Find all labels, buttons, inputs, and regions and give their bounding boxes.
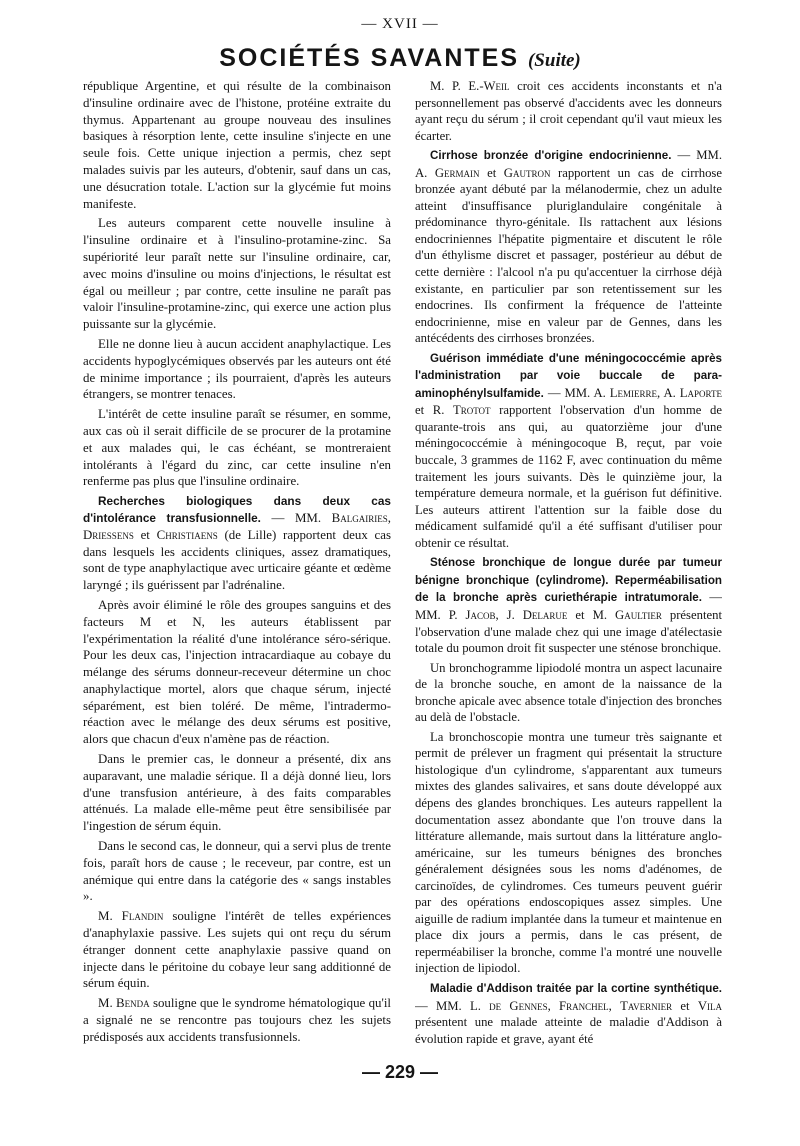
section-title: Guérison immédiate d'une méningococcémie après l'administration par voie buccale de para-aminophénylsulfamide. (415, 351, 722, 400)
text-fragment: , (387, 510, 391, 525)
author-name: Benda (116, 996, 150, 1011)
section-title: Recherches biologiques dans deux cas d'intolérance transfusionnelle. (83, 494, 391, 525)
text-fragment: , (608, 998, 621, 1013)
text-fragment: et (672, 998, 698, 1013)
section-meningococcemie (415, 350, 722, 552)
section-text: présentent l'observation d'une malade chez qui une image d'atélectasie totale du poumon droit fit suspecter une sténose bronchique. (415, 607, 722, 656)
author-name: Vila (697, 998, 722, 1013)
header-suite: (Suite) (527, 50, 581, 71)
right-column (415, 78, 722, 1054)
author-name: Jacob (465, 607, 496, 622)
section-text: (de Lille) rapportent deux cas dans lesquels les accidents cliniques, assez dramatiques, sont de type anaphylactique avec urticaire géante et œdème laryngé ; ils guérissent par l'adrénaline. (83, 527, 391, 593)
author-name: Gaultier (615, 607, 662, 622)
author-name: Christiaens (156, 527, 218, 542)
author-name: Germain (434, 165, 480, 180)
section-text: présentent une malade atteinte de maladie d'Addison à évolution rapide et grave, ayant été (415, 1015, 722, 1046)
section-title: Sténose bronchique de longue durée par tumeur bénigne bronchique (cylindrome). Reperméabilisation de la bronche après curiethérapie intratumorale. (415, 556, 722, 605)
text-fragment: , A. (657, 385, 680, 400)
paragraph (83, 995, 391, 1045)
author-name: Tavernier (620, 998, 673, 1013)
text-fragment: M. (98, 996, 117, 1011)
author-name: Delarue (522, 607, 568, 622)
text-fragment: et (479, 165, 504, 180)
paragraph: Après avoir éliminé le rôle des groupes sanguins et des facteurs M et N, les auteurs établissent par l'expérimentation la réalité d'une intolérance séro-sérique. Pour les deux cas, l'injection intracardiaque au cobaye du mélange des sérums donneur-receveur détermine un choc anaphylactique mortel, alors que chaque sérum, injecté séparément, est bien toléré. De même, l'intradermo-réaction avec le mélange des deux sérums est positive, alors que chacun d'eux n'amène pas de réaction. (83, 597, 391, 747)
text-fragment: — MM. (260, 510, 332, 525)
author-name: Flandin (121, 909, 164, 924)
text-fragment: et R. (415, 403, 453, 418)
author-name: Lemierre (609, 385, 658, 400)
paragraph: Un bronchogramme lipiodolé montra un aspect lacunaire de la bronche souche, en amont de la naissance de la bronche apicale avec absence totale d'injection des bronches au delà de l'obstacle. (415, 660, 722, 725)
author-name: de Gennes (489, 998, 548, 1013)
paragraph: Les auteurs comparent cette nouvelle insuline à l'insuline ordinaire et à l'insulino-protamine-zinc. Sa supériorité leur paraît nette sur l'insuline ordinaire, car, avec moins d'insuline ou moins d'injections, le résultat est égal ou meilleur ; par contre, cette insuline ne paraît pas valoir l'insuline-protamine-zinc, qui exerce une action plus puissante sur la glycémie. (83, 216, 391, 332)
text-fragment: , J. (495, 607, 523, 622)
section-title: Cirrhose bronzée d'origine endocrinienne. (430, 149, 672, 163)
author-name: Gautron (503, 165, 551, 180)
text-fragment: — MM. A. (543, 385, 610, 400)
author-name: Driessens (83, 527, 134, 542)
text-fragment: et (133, 527, 157, 542)
author-name: Balgairies (331, 510, 388, 525)
text-fragment: — MM. A. (415, 148, 722, 180)
section-text: rapportent l'observation d'un homme de quarante-trois ans qui, au quatorzième jour d'une méningococcémie à méningocoque B, reçut, par voie buccale, 3 grammes de 1162 F, avec continuation du même traitement les jours suivants. Dès le quinzième jour, la température demeura normale, et la guérison fut définitive. Les auteurs attirent l'attention sur la faible dose du médicament sulfamidé qu'il a été suffisant d'utiliser pour obtenir ce résultat. (415, 403, 722, 550)
bottom-page-number: — 229 — (361, 1062, 439, 1082)
paragraph: Elle ne donne lieu à aucun accident anaphylactique. Les accidents hypoglycémiques observés par les auteurs ont été de minime importance ; ils pourraient, d'après les auteurs étrangers, se montrer tenaces. (83, 336, 391, 402)
page-header (0, 44, 800, 73)
paragraph-text: souligne que le syndrome hématologique qu'il a signalé ne se rencontre pas toujours chez les sujets prédisposés aux accidents transfusionnels. (83, 996, 391, 1044)
paragraph (83, 908, 391, 992)
paragraph: république Argentine, et qui résulte de la combinaison d'insuline ordinaire avec de l'histone, protéine extraite du thymus. Appartenant au groupe nouveau des insulines basiques à résorption lente, cette insuline s'injecte en une seule fois. Cette unique injection a permis, chez sept malades suivis par les auteurs, d'obtenir, sauf dans un cas, une désucration totale. L'action sur la glycémie fut moins manifeste. (83, 79, 391, 211)
paragraph: L'intérêt de cette insuline paraît se résumer, en somme, aux cas où il serait difficile de se procurer de la protamine et aux malades qui, le cas échéant, se montreraient intolérants à l'égard du zinc, car cette insuline n'en renferme pas plus que l'insuline ordinaire. (83, 407, 391, 489)
author-name: E.-Weil (468, 79, 510, 93)
author-name: Franchel (559, 998, 609, 1013)
paragraph: Dans le second cas, le donneur, qui a servi plus de trente fois, paraît hors de cause ; le receveur, par contre, est un anémique qui entre dans la catégorie des « sangs instables ». (83, 839, 391, 904)
section-stenose-bronchique (415, 554, 722, 656)
section-title: Maladie d'Addison traitée par la cortine synthétique. (430, 981, 722, 995)
paragraph: Dans le premier cas, le donneur a présenté, dix ans auparavant, une maladie sérique. Il a déjà donné lieu, lors d'une transfusion antérieure, à des faits comparables atténués. La malade elle-même peut être sensibilisée par l'ingestion de sérum équin. (83, 752, 391, 834)
header-title: SOCIÉTÉS SAVANTES (219, 44, 520, 72)
text-fragment: M. (98, 909, 122, 924)
paragraph-text: souligne l'intérêt de telles expériences d'anaphylaxie passive. Les sujets qui ont reçu du sérum étranger donnent cette anaphylaxie passive quand on injecte dans le péritoine du cobaye leur sang additionné de sérum équin. (83, 909, 391, 991)
top-page-number: — XVII — (361, 16, 439, 32)
author-name: Trotot (452, 403, 491, 418)
text-fragment: M. P. (430, 79, 469, 93)
section-cirrhose-bronzee (415, 147, 722, 347)
text-fragment: , (547, 998, 560, 1013)
paragraph (415, 78, 722, 144)
paragraph-text: croit ces accidents inconstants et n'a personnellement pas observé d'accidents avec les donneurs ayant reçu du sérum ; il croit cependant qu'il vaut mieux les écarter. (415, 79, 722, 143)
text-fragment: et M. (567, 607, 616, 622)
paragraph: La bronchoscopie montra une tumeur très saignante et permit de prélever un fragment qui présentait la structure histologique d'un cylindrome, s'apparentant aux tumeurs mixtes des glandes salivaires, et sans doute développé aux dépens des glandes bronchiques. Les auteurs rappellent la documentation assez abondante que l'on trouve dans la littérature allemande, mais surtout dans la littérature anglo-américaine, sur les tumeurs bénignes des bronches généralement désignées sous les noms d'adénomes, de carcinoïdes, de cylindromes. Ces tumeurs peuvent guérir par des opérations endoscopiques assez simples. Une aiguille de radium implantée dans la tumeur et maintenue en place dix jours a permis, dans le cas présent, de reperméabiliser la bronche, comme l'a montré une nouvelle injection de lipiodol. (415, 729, 722, 976)
section-intolerance-transfusionnelle (83, 493, 391, 594)
text-fragment: — MM. P. (415, 590, 722, 622)
left-column (83, 78, 391, 1054)
author-name: Laporte (679, 385, 722, 400)
text-fragment: — MM. L. (415, 998, 490, 1013)
section-text: rapportent un cas de cirrhose bronzée ayant débuté par la mélanodermie, chez un adulte atteint d'insuffisance pluriglandulaire congénitale à prédominance thyro-génitale. Ils rattachent aux lésions endocriniennes l'hépatite pigmentaire et discutent le rôle d'un éthylisme discret et passager, postérieur au début de cette dernière : l'alcool n'a pu qu'accentuer la cirrhose déjà existante, en particulier par son retentissement sur les endocrines. Ils confirment la fréquence de l'atteinte endocrinienne, mise en valeur par de Gennes, dans les antécédents des cirrhoses bronzées. (415, 165, 722, 346)
section-maladie-addison (415, 980, 722, 1047)
